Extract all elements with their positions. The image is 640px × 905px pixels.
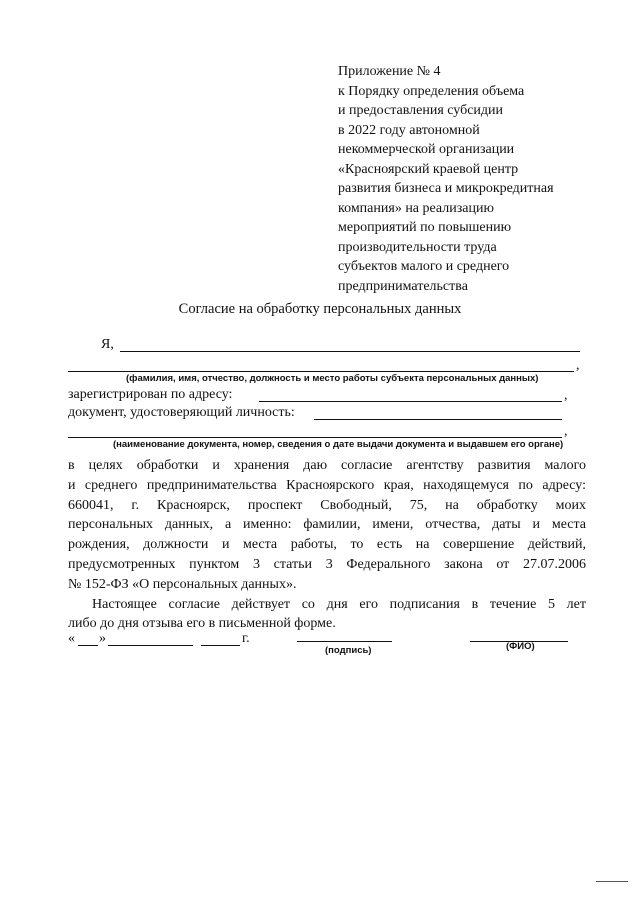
- appendix-line: и предоставления субсидии: [338, 103, 504, 118]
- body-line: № 152-ФЗ «О персональных данных».: [68, 576, 297, 592]
- date-quote-close: »: [99, 631, 106, 646]
- body-line: предусмотренных пунктом 3 статьи 3 Федерального закона от 27.07.2006: [68, 556, 586, 572]
- appendix-line: «Красноярский краевой центр: [338, 161, 519, 177]
- comma: ,: [564, 388, 568, 403]
- appendix-line: компания» на реализацию: [338, 200, 494, 216]
- appendix-line: предпринимательства: [338, 278, 468, 294]
- document-label: документ, удостоверяющий личность:: [68, 405, 295, 420]
- signature-caption: (подпись): [325, 645, 372, 656]
- appendix-line: некоммерческой организации: [338, 142, 515, 157]
- document-field[interactable]: [314, 419, 562, 420]
- appendix-line: субъектов малого и среднего: [338, 259, 510, 274]
- date-day-field[interactable]: [78, 645, 98, 646]
- document-field-continuation[interactable]: [68, 437, 562, 438]
- i-label: Я,: [101, 337, 114, 352]
- year-suffix: г.: [242, 631, 250, 646]
- name-caption: (ФИО): [506, 641, 535, 652]
- body-line: либо до дня отзыва его в письменной форме.: [68, 616, 336, 632]
- body-line: рождения, должности и места работы, то есть на совершение действий,: [68, 537, 586, 553]
- date-quote-open: «: [68, 631, 75, 646]
- appendix-line: в 2022 году автономной: [338, 122, 480, 138]
- person-caption: (фамилия, имя, отчество, должность и место работы субъекта персональных данных): [126, 373, 539, 384]
- signature-field[interactable]: [297, 641, 392, 642]
- appendix-header: [338, 62, 618, 296]
- date-month-field[interactable]: [108, 645, 193, 646]
- appendix-line: Приложение № 4: [338, 64, 441, 79]
- full-name-field[interactable]: [120, 351, 580, 352]
- appendix-line: к Порядку определения объема: [338, 83, 525, 99]
- body-line: в целях обработки и хранения даю согласие агентству развития малого: [68, 458, 586, 473]
- document-caption: (наименование документа, номер, сведения о дате выдачи документа и выдавшем его органе): [113, 439, 564, 450]
- body-line: 660041, г. Красноярск, проспект Свободный, 75, на обработку моих: [68, 497, 586, 513]
- body-line: Настоящее согласие действует со дня его подписания в течение 5 лет: [92, 596, 586, 612]
- consent-body: [68, 456, 586, 634]
- body-line: персональных данных, а именно: фамилии, имени, отчества, даты и места: [68, 517, 586, 533]
- full-name-field-continuation[interactable]: [68, 371, 574, 372]
- address-field[interactable]: [259, 401, 562, 402]
- comma: ,: [564, 424, 568, 439]
- appendix-line: мероприятий по повышению: [338, 220, 512, 235]
- date-year-field[interactable]: [201, 645, 240, 646]
- page-corner-mark: [596, 881, 628, 882]
- address-label: зарегистрирован по адресу:: [68, 387, 233, 402]
- document-title: Согласие на обработку персональных данных: [178, 301, 462, 317]
- comma: ,: [576, 358, 580, 373]
- appendix-line: производительности труда: [338, 239, 497, 255]
- body-line: и среднего предпринимательства Красноярского края, находящемуся по адресу:: [68, 477, 586, 493]
- appendix-line: развития бизнеса и микрокредитная: [338, 181, 554, 196]
